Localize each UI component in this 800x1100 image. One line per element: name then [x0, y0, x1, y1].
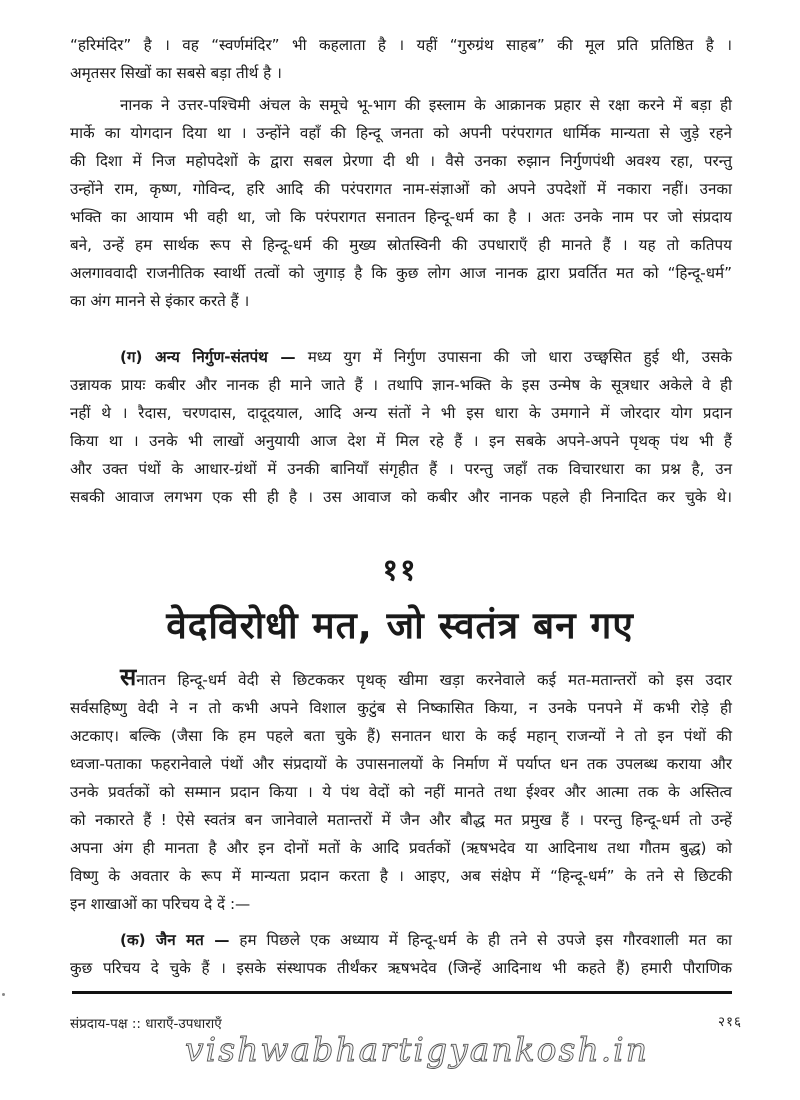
text-run: मध्य युग में निर्गुण उपासना की जो धारा उच्छ्वसित हुई थी, उसके: [307, 348, 733, 366]
drop-cap: स: [120, 663, 137, 691]
text-line: अलगाववादी राजनीतिक स्वार्थी तत्वों को जुगाड़ है कि कुछ लोग आज नानक द्वारा प्रवर्तित मत को “हिन्दू-धर्म”: [70, 264, 732, 282]
watermark: vishwabhartigyankosh.in: [185, 1030, 649, 1069]
text-line: की दिशा में निज महोपदेशों के द्वारा सबल प्रेरणा दी थी । वैसे उनका रुझान निर्गुणपंथी अवश्य रहा, परन्तु: [70, 152, 732, 170]
page-number: २१६: [718, 1014, 743, 1030]
text-run: नातन हिन्दू-धर्म वेदी से छिटककर पृथक् खीमा खड़ा करनेवाले कई मत-मतान्तरों को इस उदार: [136, 671, 732, 689]
text-line: [70, 343, 732, 371]
text-line: अमृतसर सिखों का सबसे बड़ा तीर्थ है ।: [70, 64, 282, 82]
chapter-number: ११: [382, 553, 418, 588]
text-line: कुछ परिचय दे चुके हैं । इसके संस्थापक तीर्थंकर ऋषभदेव (जिन्हें आदिनाथ भी कहते हैं) हमारी पौराणिक: [70, 959, 732, 977]
text-run: हम पिछले एक अध्याय में हिन्दू-धर्म के ही तने से उपजे इस गौरवशाली मत का: [239, 931, 732, 949]
text-line: “हरिमंदिर” है । वह “स्वर्णमंदिर” भी कहलाता है । यहीं “गुरुग्रंथ साहब” की मूल प्रति प्रतिष्ठित है ।: [70, 36, 732, 54]
text-line: [70, 926, 732, 954]
text-line: को नकारते हैं ! ऐसे स्वतंत्र बन जानेवाले मतान्तरों में जैन और बौद्ध मत प्रमुख हैं । परन्तु हिन्दू-धर्म तो उन्हें: [70, 811, 732, 829]
text-line: नहीं थे । रैदास, चरणदास, दादूदयाल, आदि अन्य संतों ने भी इस धारा के उमगाने में जोरदार योग प्रदान: [70, 404, 732, 422]
text-line: सर्वसहिष्णु वेदी ने न तो कभी अपने विशाल कुटुंब से निष्कासित किया, न उनके पनपने में कभी रोड़े ही: [70, 699, 732, 717]
running-footer-title: संप्रदाय-पक्ष :: धाराएँ-उपधाराएँ: [70, 1016, 222, 1032]
section-heading: (क) जैन मत —: [120, 931, 230, 949]
text-line: उन्होंने राम, कृष्ण, गोविन्द, हरि आदि की परंपरागत नाम-संज्ञाओं को अपने उपदेशों में नकारा नहीं। उनका: [70, 180, 732, 198]
paragraph-1: [70, 31, 732, 87]
text-line: ध्वजा-पताका फहरानेवाले पंथों और संप्रदायों के उपासनालयों के निर्माण में पर्याप्त धन तक उपलब्ध कराया और: [70, 755, 732, 773]
chapter-body: [70, 663, 732, 918]
text-line: किया था । उनके भी लाखों अनुयायी आज देश में मिल रहे हैं । इन सबके अपने-अपने पृथक् पंथ भी हैं: [70, 432, 732, 450]
text-line: और उक्त पंथों के आधार-ग्रंथों में उनकी बानियाँ संगृहीत हैं । परन्तु जहाँ तक विचारधारा का प्रश्न है, उन: [70, 460, 732, 478]
text-line: भक्ति का आयाम भी वही था, जो कि परंपरागत सनातन हिन्दू-धर्म का है । अतः उनके नाम पर जो संप्रदाय: [70, 208, 732, 226]
scan-speck: [2, 993, 5, 996]
text-line: उन्नायक प्रायः कबीर और नानक ही माने जाते हैं । तथापि ज्ञान-भक्ति के इस उन्मेष के सूत्रधार अकेले वे ही: [70, 376, 732, 394]
text-line: [70, 663, 732, 694]
chapter-title: वेदविरोधी मत, जो स्वतंत्र बन गए: [166, 604, 634, 647]
paragraph-2: [70, 91, 732, 315]
section-nirgun-santpanth: [70, 343, 732, 511]
text-line: इन शाखाओं का परिचय दे दें :—: [70, 895, 251, 913]
footer-rule: [72, 991, 732, 994]
text-line: अपना अंग ही मानता है और इन दोनों मतों के आदि प्रवर्तकों (ऋषभदेव या आदिनाथ तथा गौतम बुद्ध) को: [70, 839, 732, 857]
section-heading: (ग) अन्य निर्गुण-संतपंथ —: [120, 348, 296, 366]
text-line: उनके प्रवर्तकों को सम्मान प्रदान किया । ये पंथ वेदों को नहीं मानते तथा ईश्वर और आत्मा तक के अस्तित्व: [70, 783, 732, 801]
section-jain-mat: [70, 926, 732, 982]
text-line: नानक ने उत्तर-पश्चिमी अंचल के समूचे भू-भाग की इस्लाम के आक्रानक प्रहार से रक्षा करने में बड़ा ही: [120, 96, 732, 114]
text-line: सबकी आवाज लगभग एक सी ही है । उस आवाज को कबीर और नानक पहले ही निनादित कर चुके थे।: [70, 488, 732, 506]
text-line: का अंग मानने से इंकार करते हैं ।: [70, 292, 250, 310]
text-line: मार्के का योगदान दिया था । उन्होंने वहाँ की हिन्दू जनता को अपनी परंपरागत धार्मिक मान्यता से जुड़े रहने: [70, 124, 732, 142]
text-line: विष्णु के अवतार के रूप में मान्यता प्रदान करता है । आइए, अब संक्षेप में “हिन्दू-धर्म” के तने से छिटकी: [70, 867, 732, 885]
text-line: बने, उन्हें हम सार्थक रूप से हिन्दू-धर्म की मुख्य स्रोतस्विनी की उपधाराएँ ही मानते हैं । यह तो कतिपय: [70, 236, 732, 254]
text-line: अटकाए। बल्कि (जैसा कि हम पहले बता चुके हैं) सनातन धारा के कई महान् राजन्यों ने तो इन पंथों की: [70, 727, 732, 745]
